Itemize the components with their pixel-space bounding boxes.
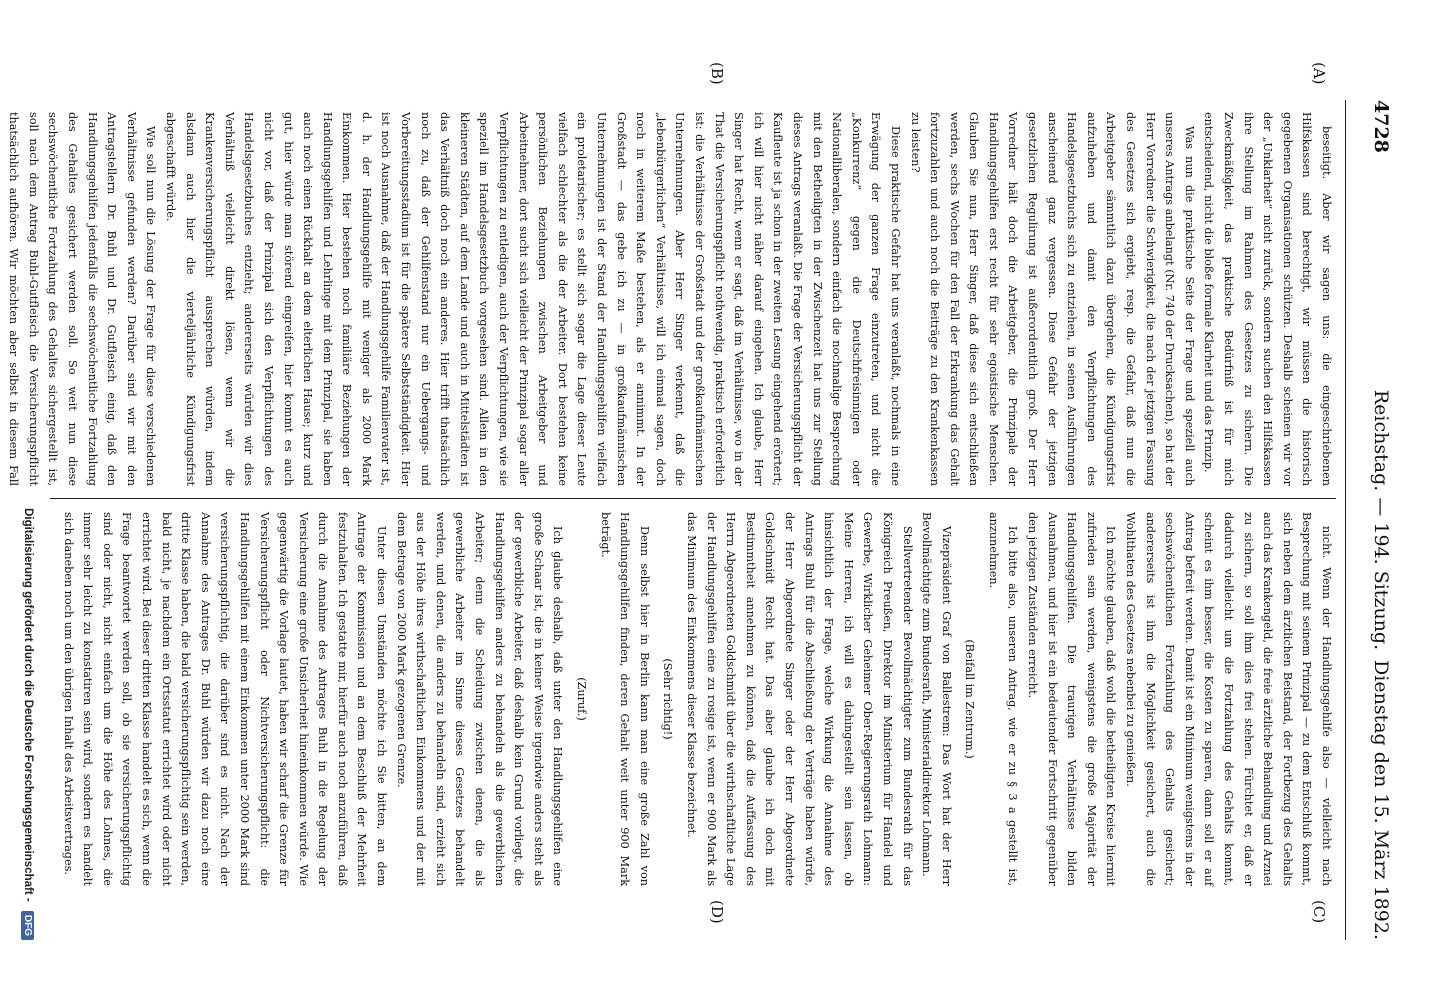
session-date: Dienstag den 15. März 1892. [1370,660,1392,940]
stage-direction: (Zuruf.) [575,677,589,721]
margin-mark-c: (C) [1310,900,1328,924]
right-paragraph: Ich möchte glauben, daß wohl die betheiligten Kreise hiermit zufrieden sein werden, wenigstens die große Majorität der Handlungsgehilfen. Die traurigen Verhältnisse bilden Ausnahmen, und hier ist ein bedeutender Fortschritt gegenüber den jetzigen Zuständen erreicht. [1026,512,1118,886]
digitization-credit [12,60,34,940]
column-divider [50,498,1336,499]
left-column [7,112,1336,486]
left-paragraph: Diese praktische Gefahr hat uns veranlaßt, nochmals in eine Erwägung der ganzen Frage einzutreten, und nicht die „Konkurrenz“ gegen die Deutschfreisinnigen oder Nationalliberalen, sondern einfach die nochmalige Besprechung mit den Betheiligten in der Zwischenzeit hat uns zur Stellung dieses Antrags veranlaßt. Die Frage der Versicherungspflicht der Kaufleute ist ja schon in der zweiten Lesung eingehend erörtert; ich will hier nicht näher darauf eingehen. Ich glaube, Herr Singer hat Recht, wenn er sagt, daß im Verhältnisse, wo in der That die Versicherungspflicht nothwendig, praktisch erforderlich ist: die Verhältnisse der Großstadt und der großkaufmännischen Unternehmungen. Aber Herr Singer verkennt, daß die „lebenbürgerlichen“ Verhältnisse, will ich einmal sagen, doch noch in weiterem Maße bestehen, als er annimmt. In der Großstadt — das gebe ich zu — in großkaufmännischen Unternehmungen ist der Stand der Handlungsgehilfen vielfach ein proletarischer; es stellt sich sogar die Lage dieser Leute vielfach schlechter als die der Arbeiter. Dort bestehen keine persönlichen Beziehungen zwischen Arbeitgeber und Arbeitnehmer, dort sucht sich vielleicht der Prinzipal sogar aller Verpflichtungen zu entledigen, auch der Verpflichtungen, wie sie speziell im Handelsgesetzbuch vorgesehen sind. Allein in den kleineren Städten, auf dem Lande und auch in Mittelstädten ist das Verhältniß doch noch ein anderes. Hier trifft thatsächlich noch zu, daß der Gehilfenstand nur ein Uebergangs- und Vorbereitungsstadium ist für die spätere Selbstständigkeit. Hier ist noch Ausnahme, daß der Handlungsgehilfe Familienvater ist, d. h. der Handlungsgehilfe mit weniger als 2000 Mark Einkommen. Hier bestehen noch familiäre Beziehungen der Handlungsgehilfen und Lehrlinge mit dem Prinzipal, sie haben auch noch einen Rückhalt an dem elterlichen Hause; kurz und gut, hier würde man störend eingreifen, hier kommt es auch nicht vor, daß der Prinzipal sich den Verpflichtungen des Handelsgesetzbuches entzieht; andererseits würden wir dies Verhältniß vielleicht direkt lösen, wenn wir die Krankenversicherungspflicht aussprechen würden, indem alsdann auch hier die vierteljährliche Kündigungsfrist abgeschafft würde. [163,112,902,486]
session-title: Reichstag. — 194. Sitzung. [1370,389,1392,651]
president-paragraph: Vizepräsident Graf von Ballestrem: Das Wort hat der Herr Bevollmächtigte zum Bundesrath, Ministerialdirektor Lohmann. [920,512,953,886]
berlin-paragraph: Denn selbst hier in Berlin kann man eine große Zahl von Handlungsgehilfen finden, deren Gehalt weit unter 900 Mark beträgt. [598,512,651,886]
left-paragraph: Wie soll nun die Lösung der Frage für diese verschiedenen Verhältnisse gefunden werden? Darüber sind wir mit den Antragstellern Dr. Buhl und Dr. Gutfleisch einig, daß den Handlungsgehilfen jedenfalls die sechswöchentliche Fortzahlung des Gehaltes gesichert werden soll. So weit nun diese sechswöchentliche Fortzahlung des Gehaltes sichergestellt ist, soll nach dem Antrag Buhl-Gutfleisch die Versicherungspflicht thatsächlich aufhören. Wir möchten aber selbst in diesem Fall [7,112,158,486]
right-paragraph: Ich glaube deshalb, daß unter den Handlungsgehilfen eine große Schaar ist, die in keiner Weise irgendwie anders steht als der gewerbliche Arbeiter, daß deshalb kein Grund vorliegt, die Handlungsgehilfen anders zu behandeln als die gewerblichen Arbeiter; denn die Scheidung zwischen denen, die als gewerbliche Arbeiter im Sinne dieses Gesetzes behandelt werden, und denen, die anders zu behandeln sind, erzieht sich aus der Höhe ihres wirthschaftlichen Einkommens und der mit dem Betrage von 2000 Mark gezogenen Grenze. [394,512,565,886]
credit-text: Digitalisierung gefördert durch die Deutsche Forschungsgemeinschaft - [22,508,34,902]
dfg-logo: DFG [21,911,34,940]
page-number: 4728 [1370,100,1392,153]
header-rule [1345,100,1346,940]
right-paragraph: Unter diesen Umständen möchte ich Sie bitten, an dem Antrage der Kommission und an dem Beschluß der Mehrheit festzuhalten. Ich gestatte mir, hierfür auch noch anzuführen, daß durch die Annahme des Antrages Buhl in die Regelung der Versicherung eine große Unsicherheit hineinkommen würde. Wie gegenwärtig die Vorlage lautet, haben wir scharf die Grenze für Versicherungspflicht oder Nichtversicherungspflicht: die Handlungsgehilfen mit einem Einkommen unter 2000 Mark sind versicherungspflichtig, die darüber sind es nicht. Nach der Annahme des Antrages Dr. Buhl würden wir dazu noch eine dritte Klasse haben, die bald versicherungspflichtig sein werden, bald nicht, je nachdem ein Ortsstatut errichtet wird oder nicht errichtet wird. Bei dieser dritten Klasse handelt es sich, wenn die Frage beantwortet werden soll, ob sie versicherungspflichtig sind oder nicht, nicht einfach um die Höhe des Lohnes, die immer sehr leicht zu konstatiren sein wird, sondern es handelt sich daneben noch um den übrigen Inhalt des Arbeitsvertrages. [61,512,389,886]
margin-mark-d: (D) [708,900,726,924]
stage-direction: (Beifall im Zentrum.) [963,639,977,759]
left-paragraph: beseitigt. Aber wir sagen uns: die eingeschriebenen Hilfskassen sind berechtigt, wir müssen die historisch gegebenen Organisationen schützen. Deshalb scheinen wir vor der „Unklarheit“ nicht zurück, sondern suchen den Hilfskassen ihre Stellung im Rahmen des Gesetzes zu sichern. Die Zweckmäßigkeit, das praktische Bedürfniß ist für mich entscheidend, nicht die bloße formale Klarheit und das Prinzip. [1202,112,1333,486]
right-paragraph: Ich bitte also, unseren Antrag, wie er zu § 3 a gestellt ist, anzunehmen. [986,512,1020,886]
page-header [1362,100,1412,940]
lohmann-paragraph: Stellvertretender Bevollmächtigter zum Bundesrath für das Königreich Preußen, Direktor im Ministerium für Handel und Gewerbe, Wirklicher Geheimer Ober-Regierungsrath Lohmann: Meine Herren, ich will es dahingestellt sein lassen, ob hinsichtlich der Frage, welche Wirkung die Annahme des Antrags Buhl für die Abschließung der Verträge haben würde, der Herr Abgeordnete Singer oder der Herr Abgeordnete Goldschmidt Recht hat. Das aber glaube ich doch mit Bestimmtheit annehmen zu können, daß die Auffassung des Herrn Abgeordneten Goldschmidt über die wirthschaftliche Lage der Handlungsgehilfen eine zu rosige ist, wenn er 900 Mark als das Minimum des Einkommens dieser Klasse bezeichnet. [685,512,914,886]
margin-mark-b: (B) [708,62,726,85]
left-paragraph: Was nun die praktische Seite der Frage und speziell auch unseres Antrags anbelangt (Nr. 740 der Drucksachen), so hat der Herr Vorredner die Schwierigkeit, die nach der jetzigen Fassung des Gesetzes sich ergiebt, resp. die Gefahr, daß nun die Arbeitgeber sämmtlich dazu übergehen, die Kündigungsfrist aufzuheben und damit den Verpflichtungen des Handelsgesetzbuchs sich zu entziehen, in seinen Ausführungen anscheinend ganz vergessen. Diese Gefahr der jetzigen gesetzlichen Regulirung ist außerordentlich groß. Der Herr Vorredner hält doch die Arbeitgeber, die Prinzipale der Handlungsgehilfen erst recht für sehr egoistische Menschen. Glauben Sie nun, Herr Singer, daß diese sich entschließen werden, sechs Wochen für den Fall der Erkrankung das Gehalt fortzuzahlen und auch noch die Beiträge zu den Krankenkassen zu leisten? [908,112,1196,486]
stage-direction: (Sehr richtig!) [661,658,675,740]
margin-mark-a: (A) [1310,62,1328,85]
right-column [60,512,1336,886]
right-paragraph: nicht. Wenn der Handlungsgehilfe also — vielleicht nach Besprechung mit seinem Prinzipal — zu dem Entschluß kommt, sich neben dem ärztlichen Beistand, der Fortbezug des Gehalts auch das Krankengeld, die freie ärztliche Behandlung und Arznei zu sichern, so soll ihm dies frei stehen. Fürchtet er, daß er dadurch vielleicht um die Fortzahlung des Gehalts kommt, scheint es ihm besser, die Kosten zu sparen, dann soll er auf Antrag befreit werden. Damit ist ein Minimum wenigstens in der sechswöchentlichen Fortzahlung des Gehalts gesichert; andererseits ist ihm die Möglichkeit gesichert, auch die Wohlthaten des Gesetzes nebenbei zu genießen. [1124,512,1333,886]
